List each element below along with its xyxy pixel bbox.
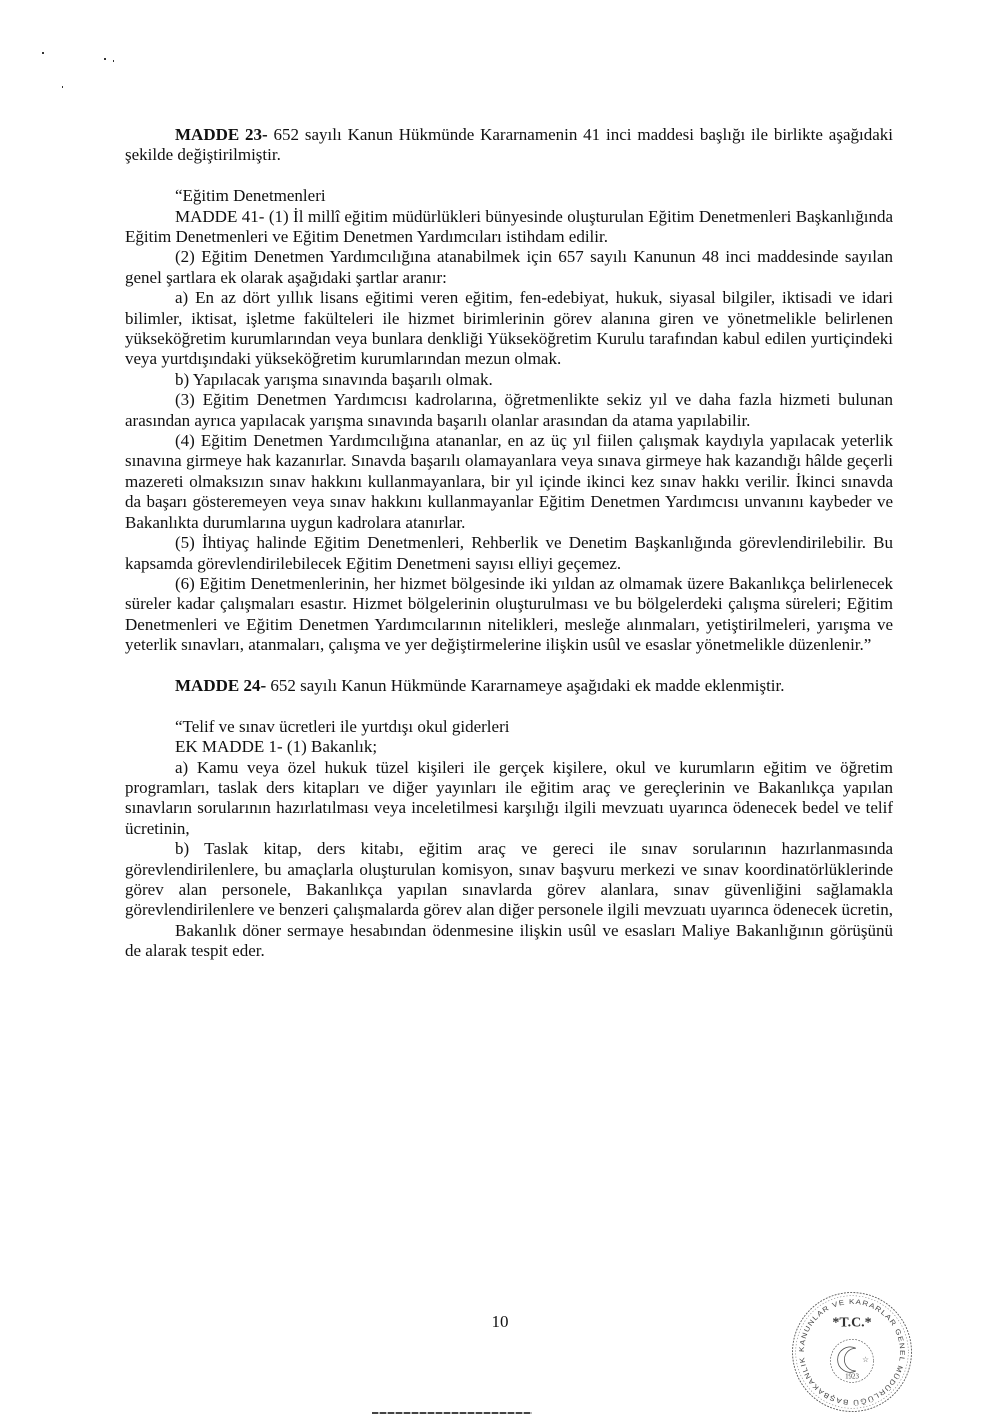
article-41-para-5: (5) İhtiyaç halinde Eğitim Denetmenleri, Rehberlik ve Denetim Başkanlığında görevlendirilebilir. Bu kapsamda görevlendirilebilecek Eğitim Denetmeni sayısı elliyi geçemez. [125,533,893,573]
article-41-item-a: a) En az dört yıllık lisans eğitimi veren eğitim, fen-edebiyat, hukuk, siyasal bilgiler, iktisadi ve idari bilimler, iktisat, işletme fakülteleri ile hizmet birimlerinin görev alanına giren ve yönetmelikle belirlenen yükseköğretim kurumlarından veya bunlara denkliği Yükseköğretim Kurulu tarafından kabul edilen yurtiçindeki veya yurtdışındaki yükseköğretim kurumlarından mezun olmak. [125,288,893,369]
article-41-para-6: (6) Eğitim Denetmenlerinin, her hizmet bölgesinde iki yıldan az olmamak üzere Bakanlıkça belirlenecek süreler kadar çalışmaları esastır. Hizmet bölgelerinin oluşturulması ve bu bölgelerdeki çalışma süreleri; Eğitim Denetmenleri ve Eğitim Denetmen Yardımcılarının nitelikleri, mesleğe alınmaları, yetiştirilmeleri, yarışma ve yeterlik sınavları, atanmaları, çalışma ve yer değiştirmelerine ilişkin usûl ve esaslar yönetmelikle düzenlenir.” [125,573,893,655]
scan-artifact-line [372,1412,532,1414]
seal-ring-text: KANUNLAR VE KARARLAR GENEL MÜDÜRLÜĞÜ BAŞBAKANLIK [798,1298,906,1406]
article-23-text: 652 sayılı Kanun Hükmünde Kararnamenin 41 inci maddesi başlığı ile birlikte aşağıdaki şekilde değiştirilmiştir. [125,125,893,165]
additional-article-heading: “Telif ve sınav ücretleri ile yurtdışı okul giderleri [175,716,510,736]
scan-speck [62,86,63,88]
additional-article-1: EK MADDE 1- (1) Bakanlık; [175,737,378,757]
spacer [125,696,893,716]
official-seal-stamp [790,1290,914,1414]
seal-outer-ring-inner [796,1296,909,1409]
article-41-para-2: (2) Eğitim Denetmen Yardımcılığına atanabilmek için 657 sayılı Kanunun 48 inci maddesinde sayılan genel şartlara ek olarak aşağıdaki şartlar aranır: [125,247,893,287]
additional-article-item-b: b) Taslak kitap, ders kitabı, eğitim araç ve gereci ile sınav sorularının hazırlanmasında görevlendirilenlere, bu amaçlarla oluşturulan komisyon, sınav başvuru merkezi ve sınav koordinatörlüklerinde görev alan personele, Bakanlıkça yapılan sınavlarda görev alanlara, sınav güvenliğini sağlamakla görevlendirilenlere ve benzeri çalışmalarda görev alan diğer personele ilgili mevzuatı uyarınca ödenecek ücretin, [125,839,893,920]
scan-speck [42,52,44,54]
additional-article-closing: Bakanlık döner sermaye hesabından ödenmesine ilişkin usûl ve esasları Maliye Bakanlığının görüşünü de alarak tespit eder. [125,920,893,961]
article-24-text: 652 sayılı Kanun Hükmünde Kararnameye aşağıdaki ek madde eklenmiştir. [266,675,785,695]
scan-speck [104,58,106,60]
article-41-para-1: MADDE 41- (1) İl millî eğitim müdürlükleri bünyesinde oluşturulan Eğitim Denetmenleri Başkanlığında Eğitim Denetmenleri ve Eğitim Denetmen Yardımcıları istihdam edilir. [125,206,893,247]
article-41-para-3: (3) Eğitim Denetmen Yardımcısı kadrolarına, öğretmenlikte sekiz yıl ve daha fazla hizmeti bulunan arasından ayrıca yapılacak yarışma sınavında başarılı olanlar arasından da atama yapılabilir. [125,390,893,430]
scan-speck [113,60,114,62]
seal-year: 1923 [845,1372,859,1381]
article-41-item-b: b) Yapılacak yarışma sınavında başarılı olmak. [175,369,493,389]
seal-outer-ring [793,1293,912,1412]
article-41-heading: “Eğitim Denetmenleri [175,186,326,206]
article-24 [125,676,893,696]
spacer [125,166,893,186]
star-icon: ☆ [862,1355,869,1365]
seal-top-text: *T.C.* [832,1315,872,1331]
additional-article-item-a: a) Kamu veya özel hukuk tüzel kişileri ile gerçek kişilere, okul ve kurumların eğitim ve öğretim programları, taslak ders kitapları ve diğer yayınları ile eğitim araç ve gereçlerinin ve Bakanlıkça yapılan sınavların sorularının hazırlatılması veya inceletilmesi karşılığı ilgili mevzuatı uyarınca ödenecek bedel ve telif ücretinin, [125,757,893,838]
page-number: 10 [491,1312,509,1331]
crescent-icon [838,1347,856,1372]
article-24-label: MADDE 24- [175,675,267,695]
article-41-para-4: (4) Eğitim Denetmen Yardımcılığına atananlar, en az üç yıl fiilen çalışmak kaydıyla yapılacak yeterlik sınavına girmeye hak kazanırlar. Sınavda başarılı olamayanlara veya sınava girmeye hak kazandığı hâlde geçerli mazereti olmaksızın sınav hakkını kullanmayanlara, bir yıl içinde ikinci kez sınav hakkı verilir. İkinci sınavda da başarı gösteremeyen veya sınav hakkını kullanmayanlar Eğitim Denetmen Yardımcısı unvanını kaybeder ve Bakanlıkta durumlarına uygun kadrolara atanırlar. [125,431,893,532]
spacer [125,656,893,676]
document-body [125,125,893,962]
article-23 [125,125,893,166]
article-23-label: MADDE 23- [175,125,268,144]
